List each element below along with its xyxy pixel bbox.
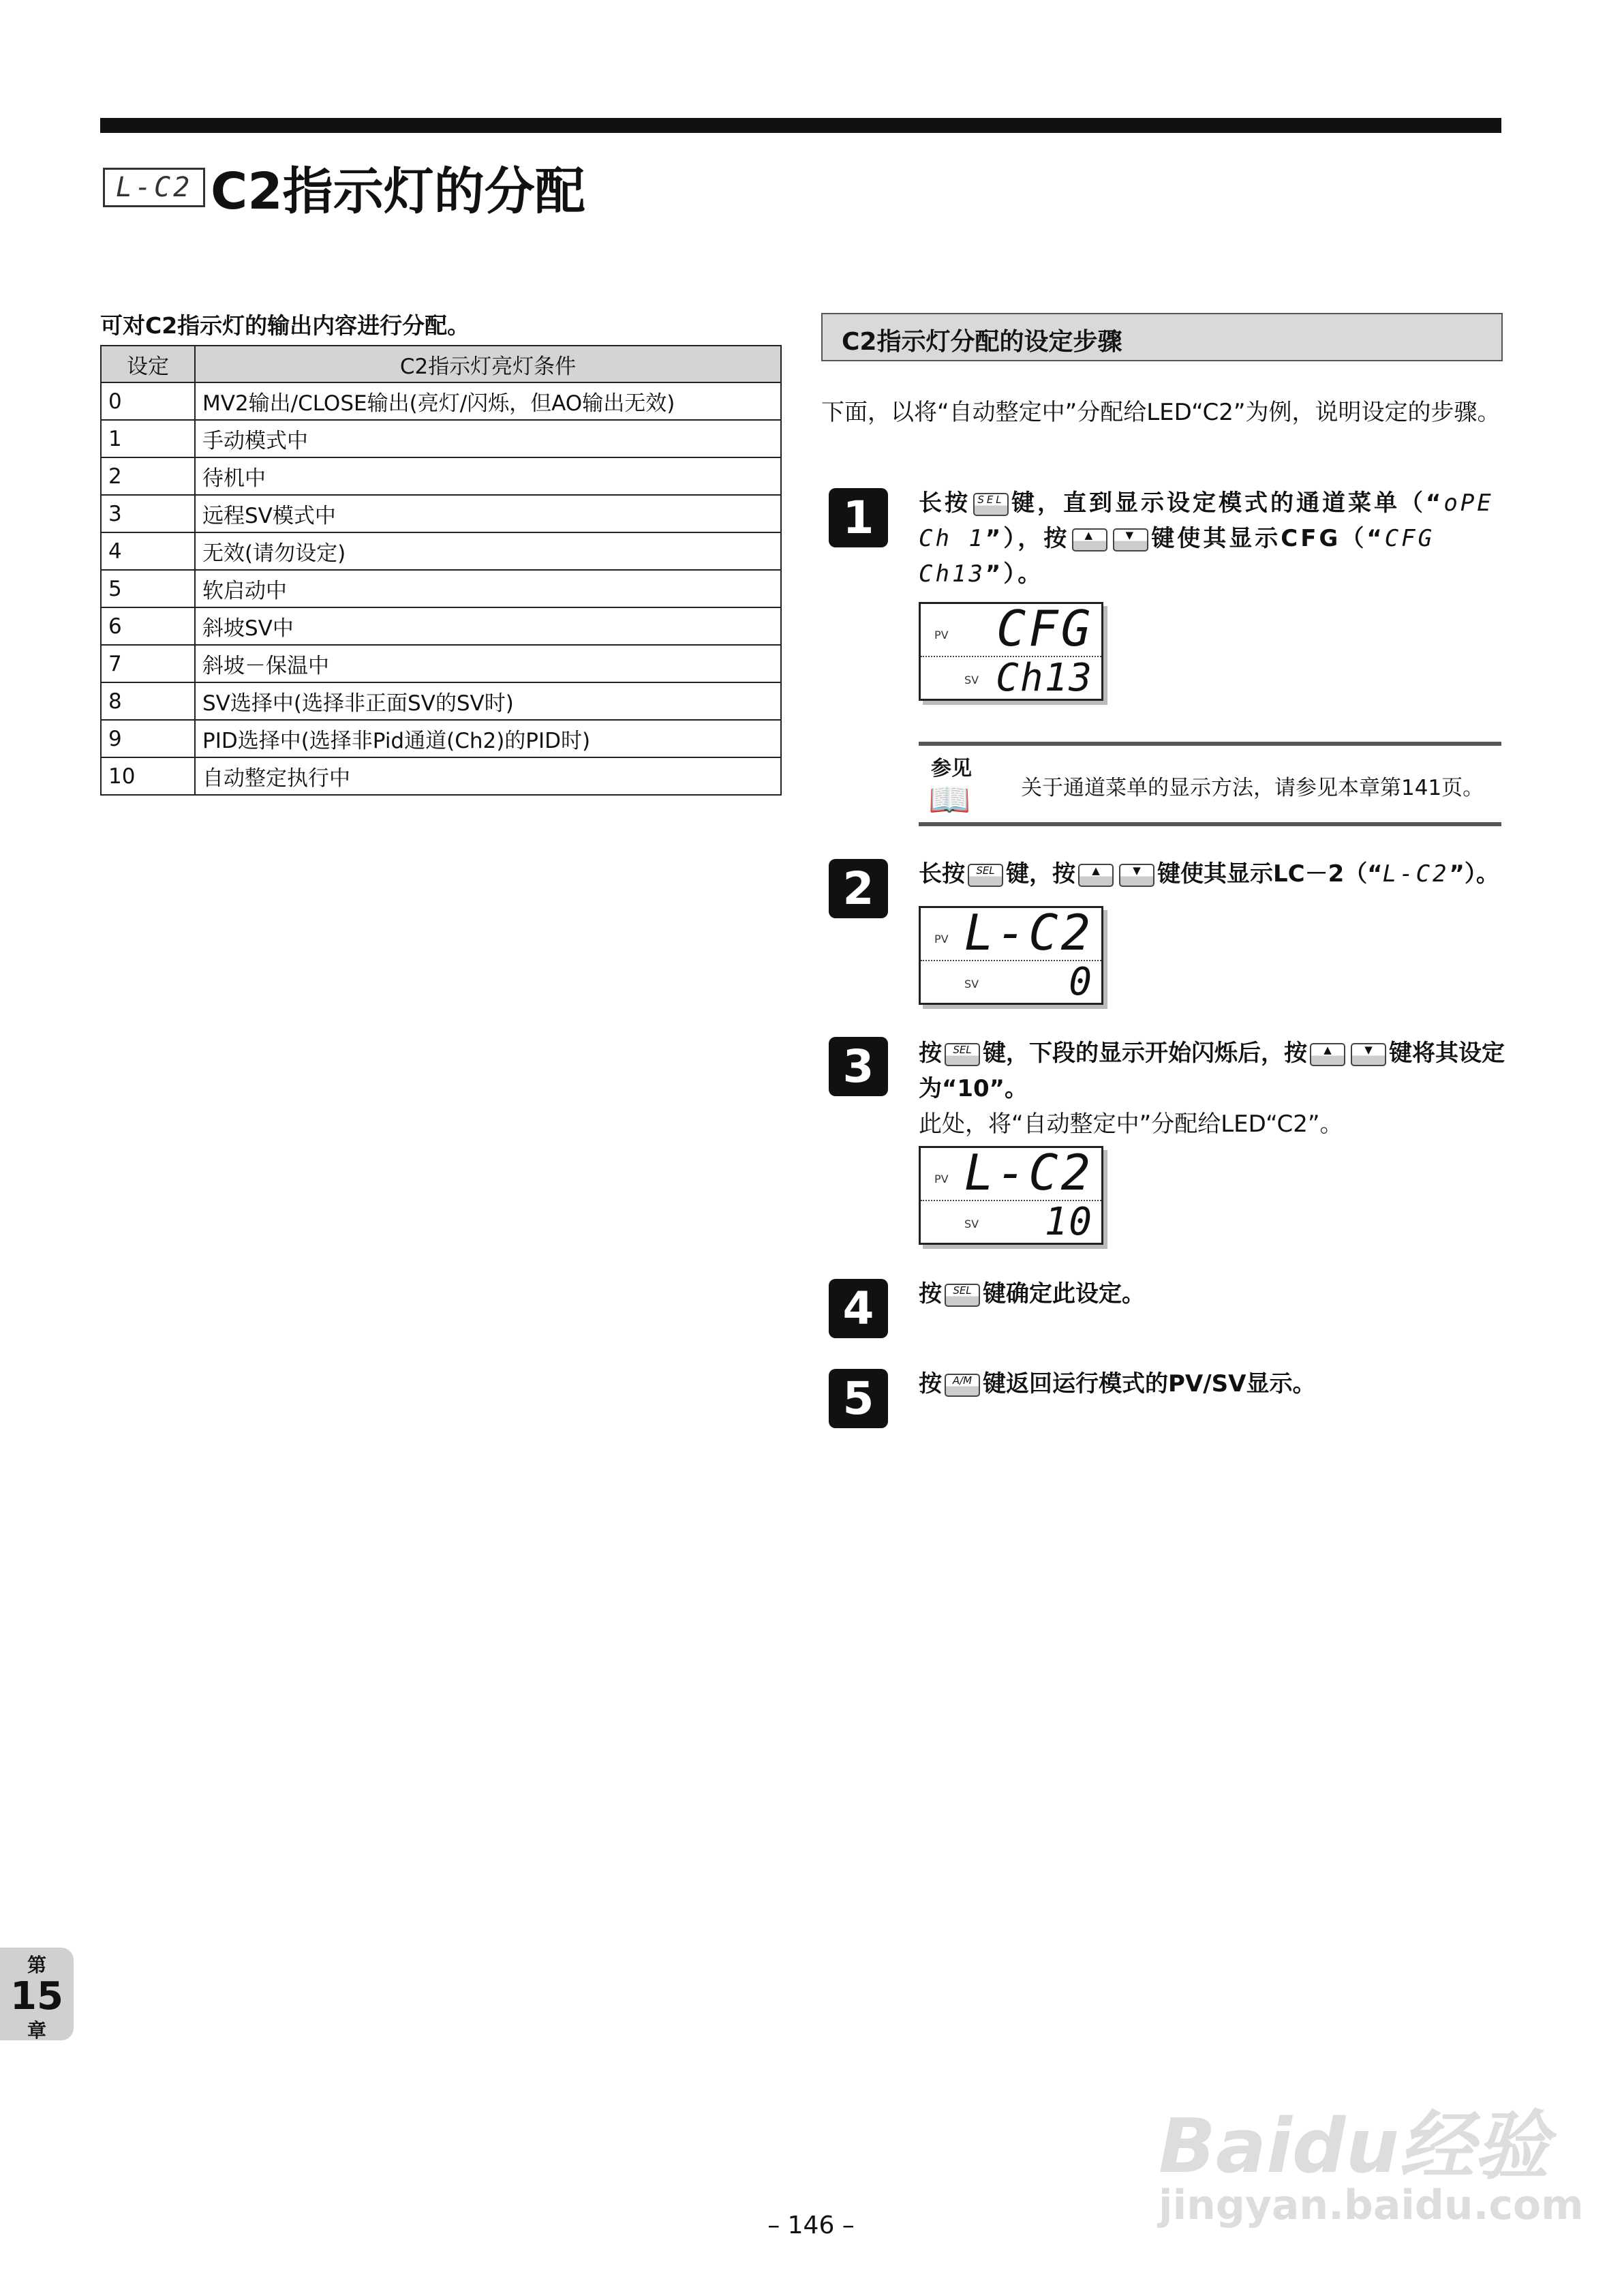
header-rule: [100, 118, 1501, 133]
table-row: [101, 532, 781, 570]
reference-label: 参见: [931, 757, 972, 781]
sel-key-icon: SEL: [973, 493, 1009, 516]
pv-value: L-C2: [964, 1144, 1093, 1201]
setting-value: 5: [101, 570, 195, 607]
lcd-display: [919, 1146, 1103, 1245]
table-row: [101, 645, 781, 682]
table-row: [101, 607, 781, 645]
step-1-text: [919, 485, 1505, 592]
text: 键使其显示LC－2（“: [1157, 860, 1383, 888]
condition-text: 待机中: [195, 457, 781, 495]
lcd-display: [919, 602, 1103, 701]
pv-label: PV: [934, 1173, 949, 1185]
condition-text: 远程SV模式中: [195, 495, 781, 532]
step-4-text: [919, 1276, 1505, 1312]
step-number: 3: [829, 1037, 888, 1096]
table-caption: 可对C2指示灯的输出内容进行分配。: [100, 312, 470, 339]
condition-text: MV2输出/CLOSE输出(亮灯/闪烁，但AO输出无效): [195, 382, 781, 420]
text: 按: [919, 1280, 942, 1308]
sel-key-icon: SEL: [968, 864, 1003, 887]
table-row: [101, 382, 781, 420]
setting-value: 4: [101, 532, 195, 570]
condition-text: 手动模式中: [195, 420, 781, 457]
table-row: [101, 420, 781, 457]
setting-value: 2: [101, 457, 195, 495]
condition-text: 斜坡－保温中: [195, 645, 781, 682]
step-number: 5: [829, 1369, 888, 1428]
condition-text: SV选择中(选择非正面SV的SV时): [195, 682, 781, 720]
text: 键，下段的显示开始闪烁后，按: [983, 1040, 1307, 1067]
reference-box: [919, 742, 1501, 826]
watermark-url: jingyan.baidu.com: [1159, 2181, 1584, 2229]
chapter-post: 章: [27, 2019, 46, 2042]
lcd-display: [919, 906, 1103, 1005]
step-2-text: [919, 856, 1505, 892]
table-row: [101, 457, 781, 495]
step-5-text: [919, 1366, 1505, 1402]
text: 按: [919, 1370, 942, 1398]
up-key-icon: ▲: [1072, 528, 1107, 552]
lcd-code: L-C2: [1382, 860, 1450, 888]
lcd-code-icon: L-C2: [103, 168, 205, 207]
table-row: [101, 720, 781, 757]
condition-text: 斜坡SV中: [195, 607, 781, 645]
lcd-code: CFG Ch13: [919, 525, 1435, 588]
book-icon: 📖: [928, 780, 971, 819]
text: 键，按: [1006, 860, 1075, 888]
condition-text: 软启动中: [195, 570, 781, 607]
sv-value: 0: [1069, 960, 1093, 1004]
text: 长按: [919, 860, 965, 888]
text: 键返回运行模式的PV/SV显示。: [983, 1370, 1316, 1398]
condition-text: 无效(请勿设定): [195, 532, 781, 570]
chapter-number: 15: [10, 1974, 63, 2019]
sv-label: SV: [964, 674, 979, 686]
chapter-tab: [0, 1948, 74, 2040]
pv-label: PV: [934, 933, 949, 946]
pv-value: L-C2: [964, 904, 1093, 961]
page-title: [103, 151, 585, 224]
watermark-logo: Baidu经验: [1159, 2102, 1549, 2190]
text: 长按: [919, 489, 970, 517]
reference-text: 关于通道菜单的显示方法，请参见本章第141页。: [1021, 776, 1484, 800]
setting-value: 1: [101, 420, 195, 457]
setting-value: 10: [101, 757, 195, 795]
title-text: C2指示灯的分配: [211, 162, 585, 221]
sv-label: SV: [964, 978, 979, 991]
up-key-icon: ▲: [1078, 864, 1114, 887]
sv-label: SV: [964, 1218, 979, 1230]
setting-value: 7: [101, 645, 195, 682]
pv-label: PV: [934, 629, 949, 641]
am-key-icon: A/M: [945, 1374, 980, 1397]
condition-text: 自动整定执行中: [195, 757, 781, 795]
lcd-code: oPE Ch 1: [919, 489, 1494, 552]
sel-key-icon: SEL: [945, 1284, 980, 1307]
text: 此处，将“自动整定中”分配给LED“C2”。: [919, 1111, 1343, 1138]
text: 键将其设定为“10”。: [919, 1040, 1505, 1102]
sv-value: Ch13: [996, 656, 1093, 700]
text: 键确定此设定。: [983, 1280, 1145, 1308]
table-row: [101, 682, 781, 720]
pv-value: CFG: [996, 600, 1093, 657]
step-number: 1: [829, 488, 888, 547]
chapter-pre: 第: [27, 1954, 46, 1976]
setting-value: 9: [101, 720, 195, 757]
table-row: [101, 495, 781, 532]
settings-table: [100, 345, 782, 796]
setting-value: 3: [101, 495, 195, 532]
section-heading: C2指示灯分配的设定步骤: [821, 313, 1503, 361]
step-3-text: [919, 1036, 1505, 1142]
setting-value: 0: [101, 382, 195, 420]
step-number: 4: [829, 1279, 888, 1338]
text: 键使其显示CFG（“: [1151, 525, 1385, 552]
up-key-icon: ▲: [1310, 1043, 1345, 1066]
text: ”），按: [985, 525, 1070, 552]
condition-text: PID选择中(选择非Pid通道(Ch2)的PID时): [195, 720, 781, 757]
step-number: 2: [829, 859, 888, 918]
text: ”）。: [985, 560, 1044, 588]
text: ”）。: [1449, 860, 1499, 888]
table-header-row: [101, 346, 781, 382]
down-key-icon: ▼: [1113, 528, 1148, 552]
sel-key-icon: SEL: [945, 1043, 980, 1066]
setting-value: 8: [101, 682, 195, 720]
setting-value: 6: [101, 607, 195, 645]
table-row: [101, 570, 781, 607]
down-key-icon: ▼: [1119, 864, 1154, 887]
down-key-icon: ▼: [1351, 1043, 1386, 1066]
col-header: C2指示灯亮灯条件: [195, 346, 781, 382]
table-row: [101, 757, 781, 795]
page-number: – 146 –: [767, 2211, 855, 2239]
text: 键，直到显示设定模式的通道菜单（“: [1011, 489, 1444, 517]
intro-text: 下面，以将“自动整定中”分配给LED“C2”为例，说明设定的步骤。: [821, 399, 1501, 426]
col-header: 设定: [101, 346, 195, 382]
text: 按: [919, 1040, 942, 1067]
sv-value-blinking: 10: [1044, 1200, 1093, 1244]
